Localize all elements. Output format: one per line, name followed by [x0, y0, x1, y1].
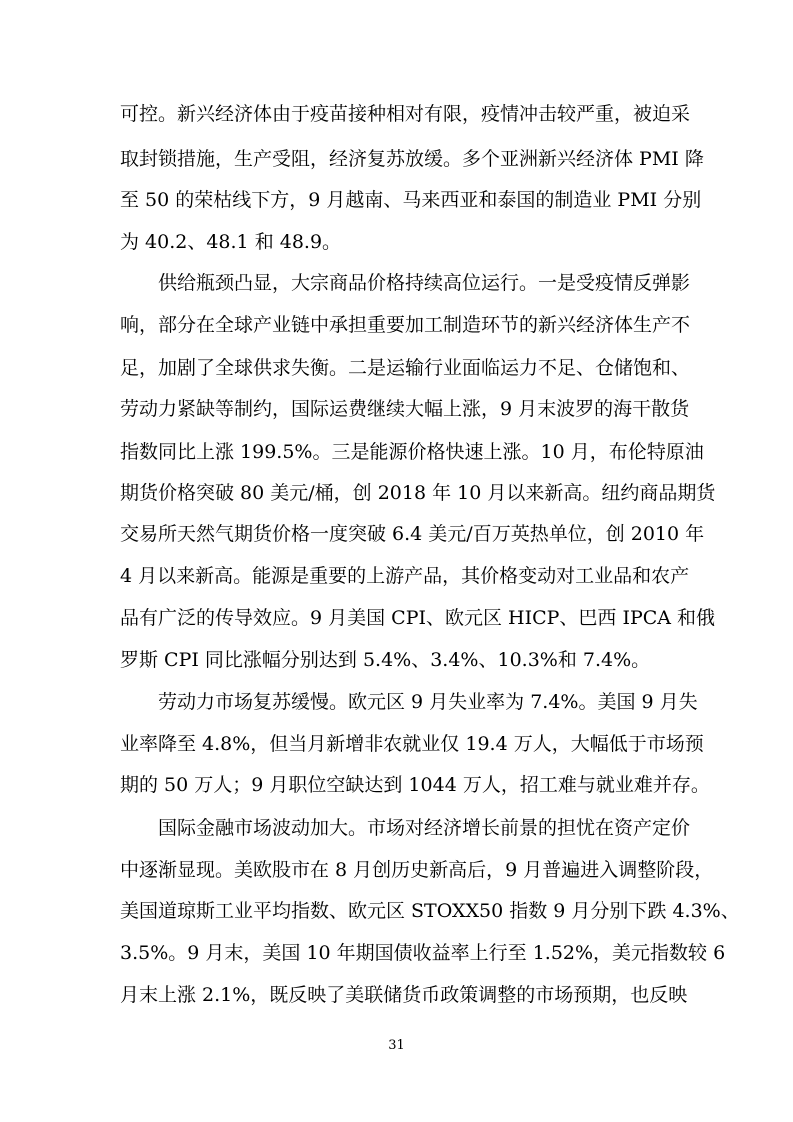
paragraph-1-line-4: 为 40.2、48.1 和 48.9。: [120, 231, 342, 253]
paragraph-3-line-1: 劳动力市场复苏缓慢。欧元区 9 月失业率为 7.4%。美国 9 月失: [158, 691, 698, 713]
paragraph-4-line-1: 国际金融市场波动加大。市场对经济增长前景的担忧在资产定价: [158, 817, 691, 839]
paragraph-2-line-9: 品有广泛的传导效应。9 月美国 CPI、欧元区 HICP、巴西 IPCA 和俄: [120, 607, 716, 629]
paragraph-2-line-2: 响，部分在全球产业链中承担重要加工制造环节的新兴经济体生产不: [120, 314, 691, 336]
paragraph-2-line-10: 罗斯 CPI 同比涨幅分别达到 5.4%、3.4%、10.3%和 7.4%。: [120, 649, 651, 671]
paragraph-1-line-1: 可控。新兴经济体由于疫苗接种相对有限，疫情冲击较严重，被迫采: [120, 103, 691, 125]
paragraph-2-line-6: 期货价格突破 80 美元/桶，创 2018 年 10 月以来新高。纽约商品期货: [120, 482, 716, 504]
paragraph-2-line-5: 指数同比上涨 199.5%。三是能源价格快速上涨。10 月，布伦特原油: [120, 441, 704, 463]
paragraph-2-line-4: 劳动力紧缺等制约，国际运费继续大幅上涨，9 月末波罗的海干散货: [120, 398, 690, 420]
paragraph-4-line-2: 中逐渐显现。美欧股市在 8 月创历史新高后，9 月普遍进入调整阶段，: [120, 859, 714, 881]
paragraph-1-line-2: 取封锁措施，生产受阻，经济复苏放缓。多个亚洲新兴经济体 PMI 降: [120, 148, 704, 170]
paragraph-3-line-2: 业率降至 4.8%，但当月新增非农就业仅 19.4 万人，大幅低于市场预: [120, 733, 704, 755]
paragraph-2-line-1: 供给瓶颈凸显，大宗商品价格持续高位运行。一是受疫情反弹影: [158, 272, 691, 294]
paragraph-2-line-7: 交易所天然气期货价格一度突破 6.4 美元/百万英热单位，创 2010 年: [120, 523, 705, 545]
paragraph-2-line-8: 4 月以来新高。能源是重要的上游产品，其价格变动对工业品和农产: [120, 565, 690, 587]
paragraph-1-line-3: 至 50 的荣枯线下方，9 月越南、马来西亚和泰国的制造业 PMI 分别: [120, 189, 702, 211]
paragraph-4-line-5: 月末上涨 2.1%，既反映了美联储货币政策调整的市场预期，也反映: [120, 984, 688, 1006]
paragraph-3-line-3: 期的 50 万人；9 月职位空缺达到 1044 万人，招工难与就业难并存。: [120, 774, 710, 796]
paragraph-2-line-3: 足，加剧了全球供求失衡。二是运输行业面临运力不足、仓储饱和、: [120, 357, 691, 379]
page-number: 31: [388, 1038, 405, 1053]
paragraph-4-line-4: 3.5%。9 月末，美国 10 年期国债收益率上行至 1.52%，美元指数较 6: [120, 942, 726, 964]
paragraph-4-line-3: 美国道琼斯工业平均指数、欧元区 STOXX50 指数 9 月分别下跌 4.3%、: [120, 900, 740, 922]
